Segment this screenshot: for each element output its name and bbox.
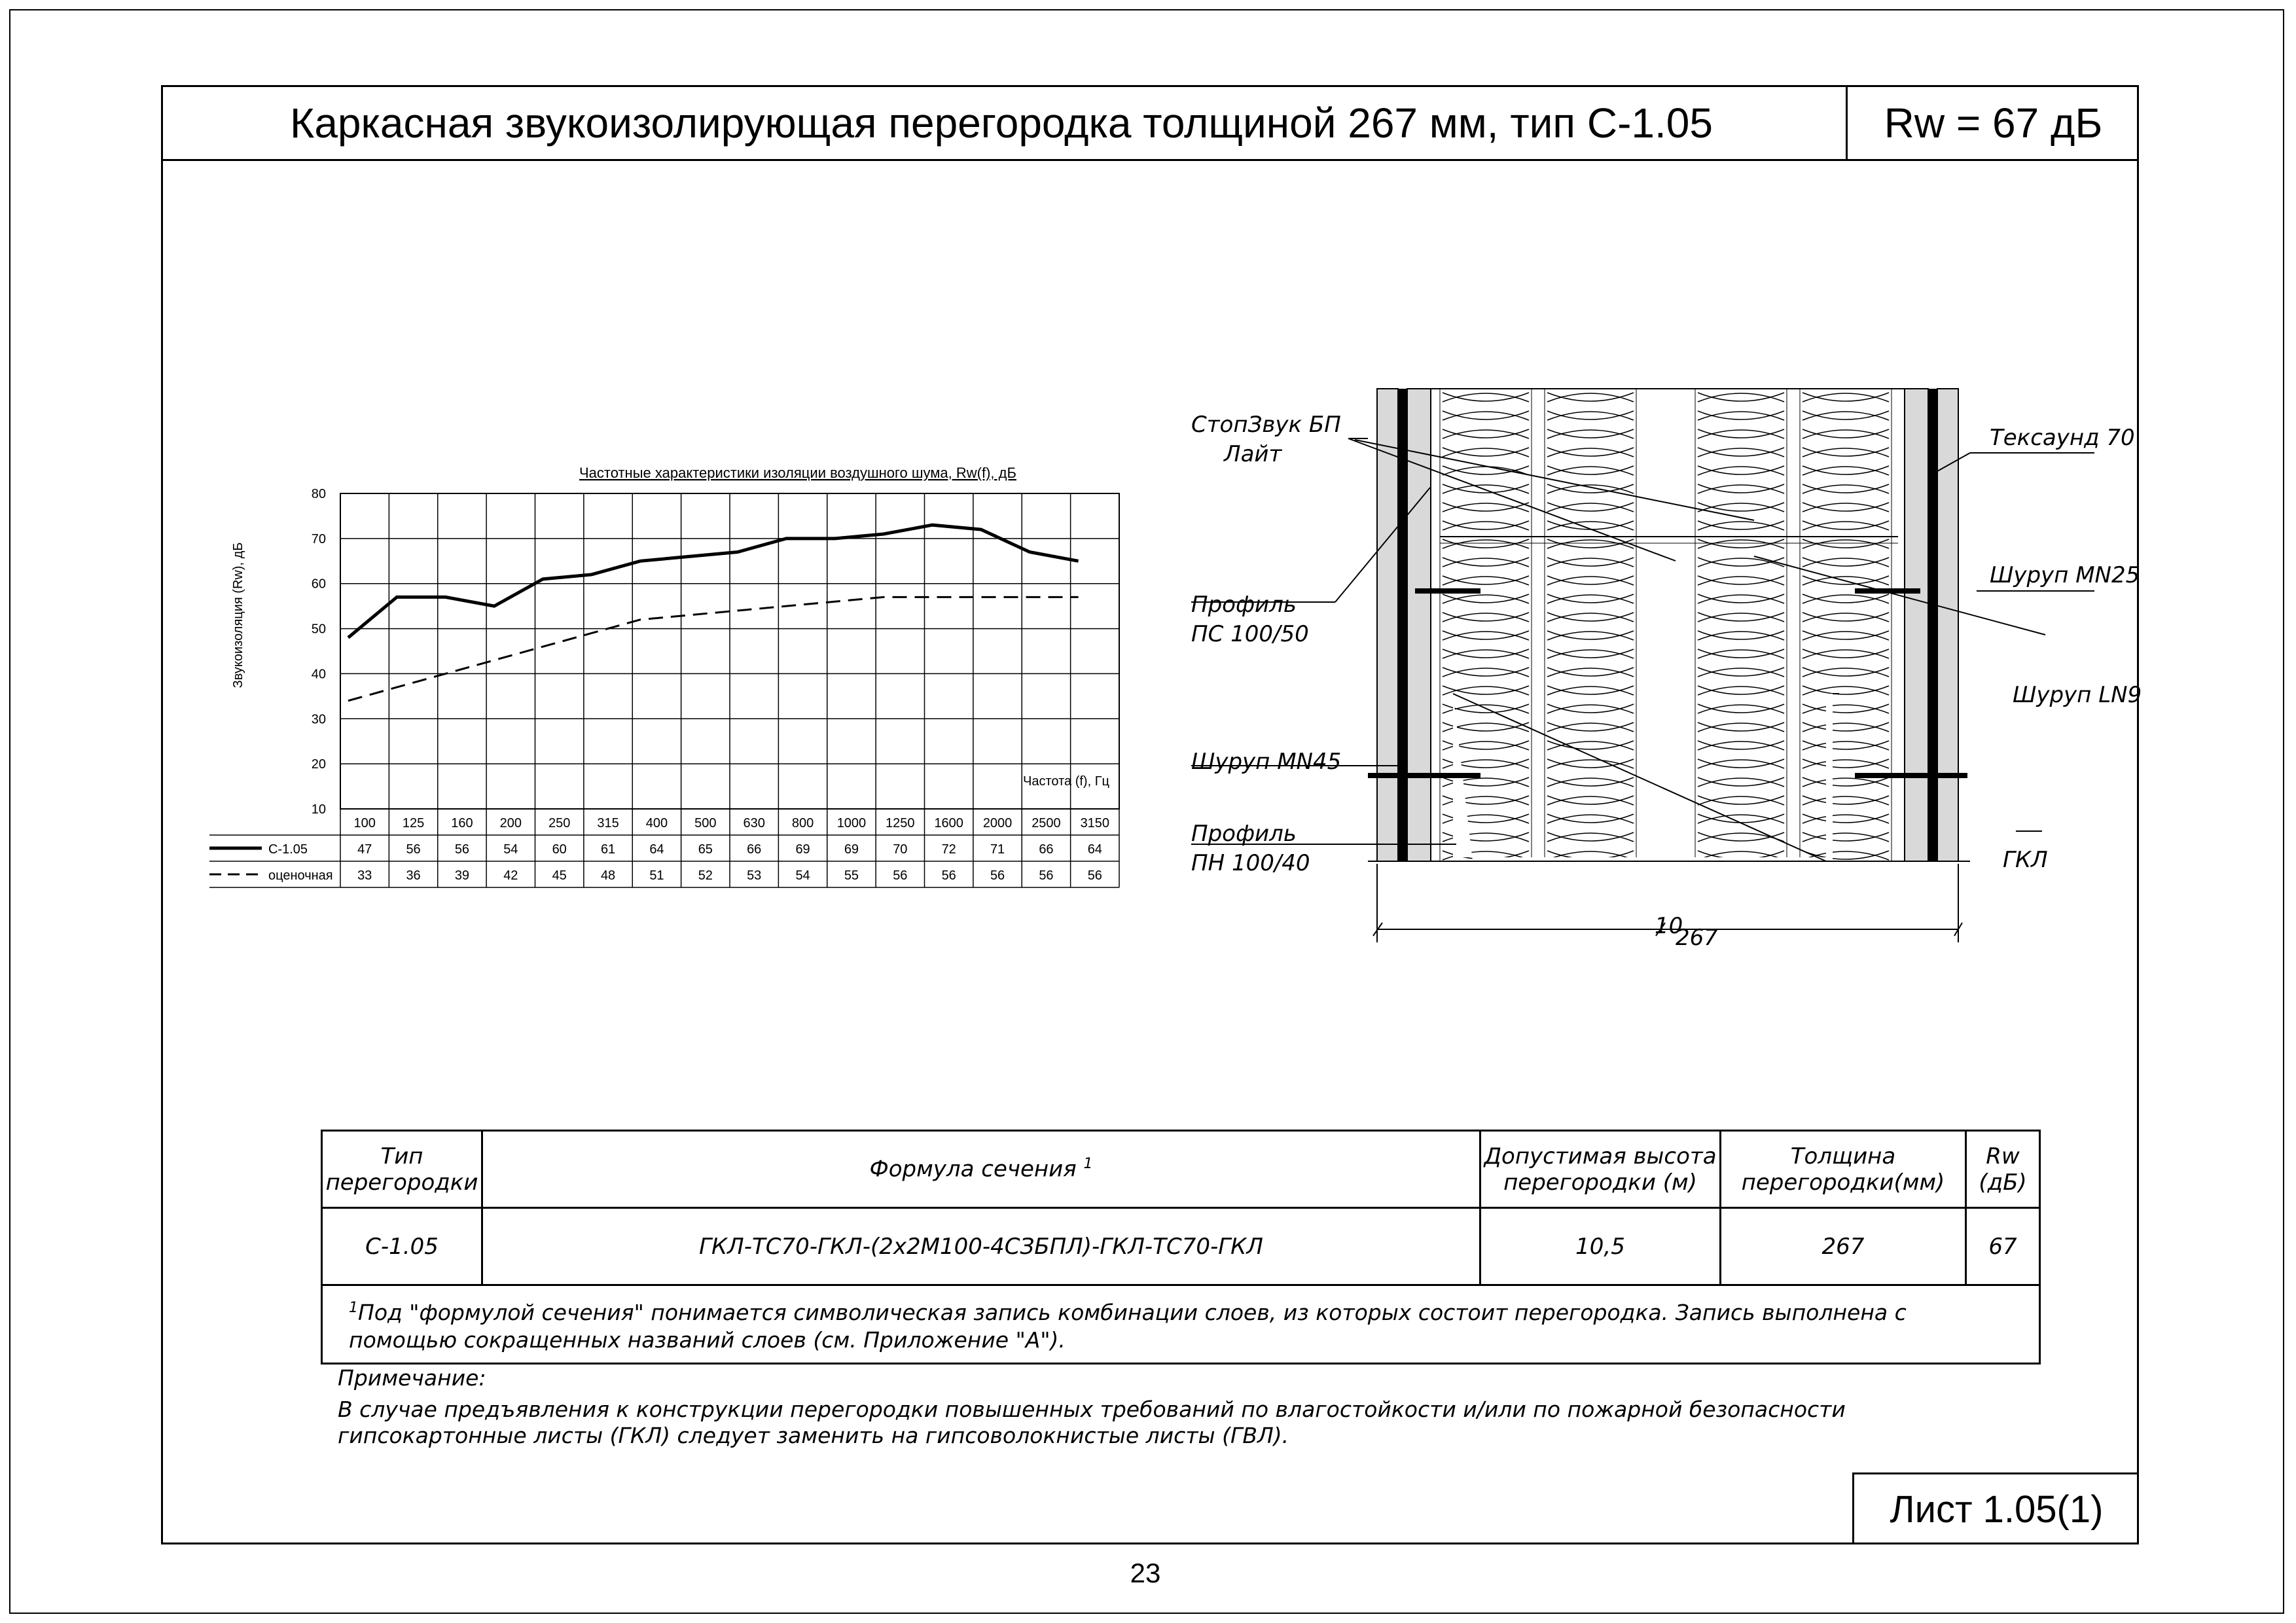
data-label: 36 [406, 868, 421, 883]
gkl-board-left-outer [1377, 389, 1398, 861]
series-line-1 [348, 597, 1079, 700]
th-thickness: Толщина перегородки(мм) [1721, 1131, 1966, 1208]
data-label: 33 [357, 868, 372, 883]
chart-xlabel: Частота (f), Гц [1023, 774, 1109, 789]
x-tick-label: 200 [499, 816, 522, 830]
label-shurup-mn25: Шуруп MN25 [1990, 562, 2140, 588]
table-header-row [322, 1131, 2040, 1208]
th-height: Допустимая высота перегородки (м) [1480, 1131, 1721, 1208]
label-stopzvuk: СтопЗвук БП [1191, 412, 1341, 438]
td-formula: ГКЛ-ТС70-ГКЛ-(2х2М100-4СЗБПЛ)-ГКЛ-ТС70-ГКЛ [482, 1208, 1480, 1285]
data-label: 56 [893, 868, 908, 883]
data-label: 42 [503, 868, 518, 883]
x-tick-label: 3150 [1080, 816, 1110, 830]
x-tick-label: 100 [353, 816, 376, 830]
x-tick-label: 2000 [982, 816, 1013, 830]
data-label: 53 [747, 868, 762, 883]
insulation-wool [1440, 389, 1892, 861]
data-label: 61 [600, 842, 616, 857]
data-label: 56 [941, 868, 956, 883]
legend-label: оценочная [268, 868, 333, 883]
label-teksaund: Тексаунд 70 [1990, 425, 2135, 451]
rw-value: Rw = 67 дБ [1884, 99, 2103, 147]
label-profil-ps-b: ПС 100/50 [1191, 621, 1309, 647]
wool-column [1803, 393, 1889, 860]
x-tick-label: 315 [597, 816, 619, 830]
data-label: 69 [844, 842, 859, 857]
x-tick-label: 500 [694, 816, 717, 830]
series-line-0 [348, 525, 1079, 637]
y-tick-label: 30 [311, 712, 326, 727]
label-profil-pn-a: Профиль [1191, 821, 1297, 847]
chart-title: Частотные характеристики изоляции воздушного шума, Rw(f), дБ [579, 465, 1016, 481]
x-tick-label: 2500 [1031, 816, 1061, 830]
label-profil-pn-b: ПН 100/40 [1191, 850, 1310, 876]
gkl-board-left-inner [1407, 389, 1431, 861]
y-tick-label: 20 [311, 757, 326, 772]
table-footnote-row [322, 1285, 2040, 1364]
data-label: 64 [649, 842, 664, 857]
data-label: 47 [357, 842, 372, 857]
table-row [322, 1208, 2040, 1285]
data-label: 66 [747, 842, 762, 857]
note-heading: Примечание: [338, 1365, 486, 1391]
data-label: 56 [1087, 868, 1102, 883]
label-shurup-ln9: Шуруп LN9 [2013, 682, 2142, 708]
data-label: 66 [1039, 842, 1054, 857]
label-lait: Лайт [1224, 441, 1282, 467]
data-label: 69 [795, 842, 810, 857]
x-tick-label: 1000 [836, 816, 867, 830]
chart-ylabel: Звукоизоляция (Rw), дБ [231, 542, 245, 688]
teksaund-right [1928, 389, 1937, 861]
dim-10: 10 [1655, 913, 1683, 939]
td-type: С-1.05 [322, 1208, 482, 1285]
legend-label: С-1.05 [268, 842, 308, 857]
chart-value-table [209, 809, 1119, 887]
data-label: 52 [698, 868, 713, 883]
x-tick-label: 1250 [886, 816, 915, 830]
note-text: В случае предъявления к конструкции перегородки повышенных требований по влагостойкости и/или по пожарной безопасности гипсокартонные листы (ГКЛ) следует заменить на гипсоволокнистые листы (ГВЛ). [338, 1397, 1846, 1448]
data-label: 56 [1039, 868, 1054, 883]
data-label: 48 [600, 868, 616, 883]
data-label: 56 [454, 842, 470, 857]
data-label: 54 [503, 842, 518, 857]
td-rw: 67 [1966, 1208, 2040, 1285]
y-tick-label: 60 [311, 577, 326, 592]
cutaway-line [1453, 694, 1826, 861]
page-title: Каркасная звукоизолирующая перегородка толщиной 267 мм, тип С-1.05 [290, 99, 1713, 147]
sheet-number: Лист 1.05(1) [1852, 1472, 2139, 1544]
data-label: 39 [454, 868, 470, 883]
chart-series [348, 525, 1079, 701]
chart-yticks [312, 487, 326, 817]
data-label: 56 [990, 868, 1005, 883]
label-profil-ps-a: Профиль [1191, 592, 1297, 618]
x-tick-label: 1600 [934, 816, 963, 830]
table-footnote: $^1$Под "формулой сечения" понимается символическая запись комбинации слоев, из которых состоит перегородка. Запись выполнена с помощью сокращенных названий слоев (см. Приложение "А"). [322, 1285, 2040, 1364]
y-tick-label: 70 [311, 531, 326, 546]
x-tick-label: 630 [743, 816, 765, 830]
dim-267: 267 [1676, 925, 1718, 951]
data-label: 71 [990, 842, 1005, 857]
data-label: 45 [552, 868, 567, 883]
th-rw: Rw (дБ) [1966, 1131, 2040, 1208]
label-shurup-mn45: Шуруп MN45 [1191, 749, 1342, 775]
data-label: 56 [406, 842, 421, 857]
section-table [321, 1130, 2041, 1364]
wool-column [1698, 393, 1784, 860]
gkl-board-right-inner [1905, 389, 1928, 861]
y-tick-label: 40 [311, 667, 326, 682]
data-label: 60 [552, 842, 567, 857]
y-tick-label: 10 [311, 802, 326, 817]
y-tick-label: 50 [311, 622, 326, 637]
data-label: 72 [941, 842, 956, 857]
th-type: Тип перегородки [322, 1131, 482, 1208]
th-formula: Формула сечения $^1$ [482, 1131, 1480, 1208]
data-label: 64 [1087, 842, 1102, 857]
data-label: 70 [893, 842, 908, 857]
y-tick-label: 80 [311, 487, 326, 501]
x-tick-label: 400 [645, 816, 668, 830]
x-tick-label: 160 [451, 816, 473, 830]
data-label: 65 [698, 842, 713, 857]
gkl-board-right-outer [1937, 389, 1958, 861]
wool-column [1547, 393, 1634, 860]
section-drawing [1178, 340, 2160, 995]
td-thickness: 267 [1721, 1208, 1966, 1285]
page-number: 23 [1130, 1558, 1161, 1588]
data-label: 54 [795, 868, 810, 883]
td-height: 10,5 [1480, 1208, 1721, 1285]
data-label: 51 [649, 868, 664, 883]
x-tick-label: 125 [402, 816, 425, 830]
data-label: 55 [844, 868, 859, 883]
frequency-chart [196, 452, 1139, 897]
label-gkl: ГКЛ [2003, 847, 2048, 873]
x-tick-label: 250 [548, 816, 571, 830]
x-tick-label: 800 [791, 816, 814, 830]
